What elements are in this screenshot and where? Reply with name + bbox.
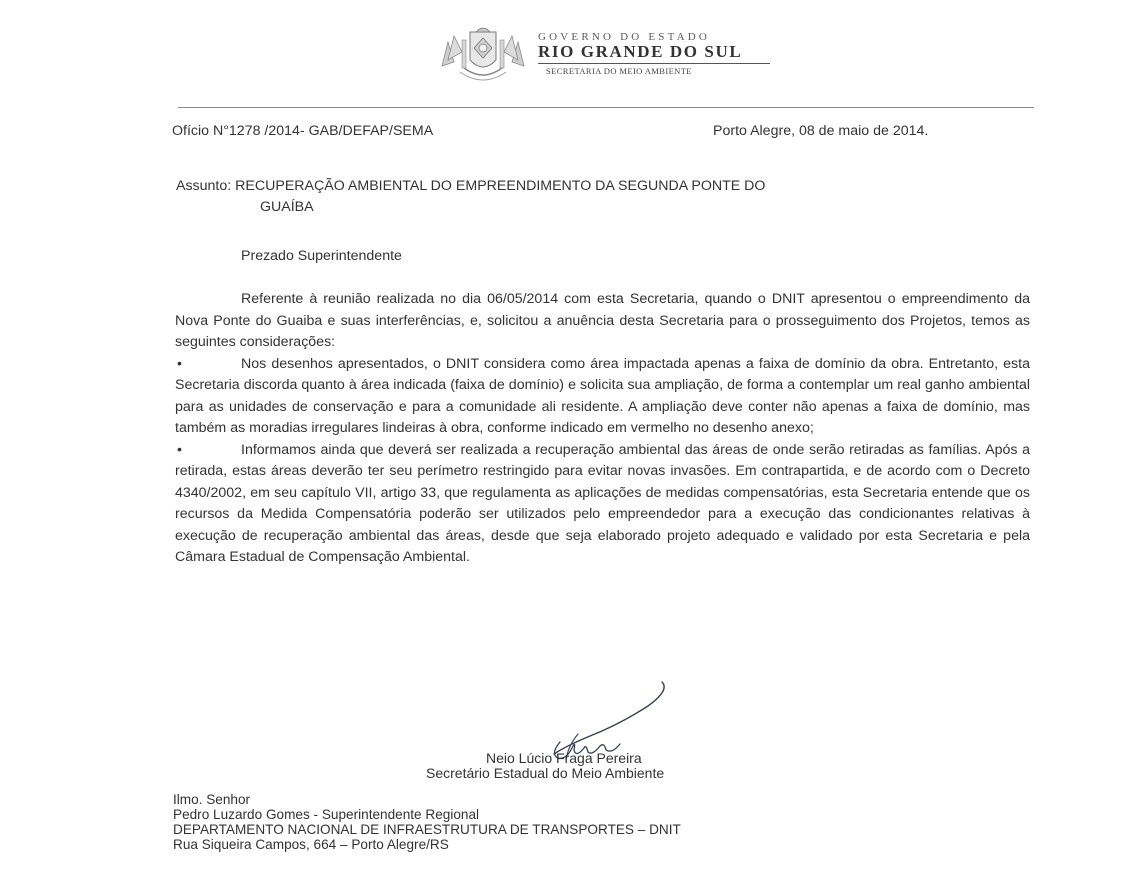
government-header xyxy=(538,31,778,77)
header-divider xyxy=(178,107,1034,108)
bullet-item-2 xyxy=(175,440,1030,569)
addressee-address: Rua Siqueira Campos, 664 – Porto Alegre/RS xyxy=(173,837,449,852)
body-paragraph: Referente à reunião realizada no dia 06/05/2014 com esta Secretaria, quando o DNIT apresentou o empreendimento da Nova Ponte do Guaiba e suas interferências, e, solicitou a anuência desta Secretaria para o prosseguimento dos Projetos, temos as seguintes considerações: xyxy=(175,291,1030,350)
addressee-block xyxy=(173,792,681,852)
letterhead xyxy=(440,22,780,88)
subject-label: Assunto: xyxy=(176,178,232,194)
department-name: SECRETARIA DO MEIO AMBIENTE xyxy=(546,66,692,76)
subject xyxy=(176,176,1036,218)
bullet-marker: • xyxy=(177,441,182,458)
letter-body xyxy=(175,289,1030,569)
bullet-item-1 xyxy=(175,354,1030,440)
coat-of-arms-icon xyxy=(440,22,526,88)
signer-name: Neio Lúcio Fraga Pereira xyxy=(486,750,642,766)
letterhead-divider xyxy=(538,63,770,64)
bullet-text-1: Nos desenhos apresentados, o DNIT considera como área impactada apenas a faixa de domínio da obra. Entretanto, esta Secretaria discorda quanto à área indicada (faixa de domínio) e solicita sua ampliação, de forma a contemplar um real ganho ambiental para as unidades de conservação e para a comunidade ali residente. A ampliação deve conter não apenas a faixa de domínio, mas também as moradias irregulares lindeiras à obra, conforme indicado em vermelho no desenho anexo; xyxy=(175,355,1030,436)
subject-text-line-2: GUAÍBA xyxy=(260,199,314,215)
state-name: RIO GRANDE DO SUL xyxy=(538,42,743,61)
addressee-name: Pedro Luzardo Gomes - Superintendente Regional xyxy=(173,807,480,822)
addressee-organization: DEPARTAMENTO NACIONAL DE INFRAESTRUTURA DE TRANSPORTES – DNIT xyxy=(173,822,681,837)
signer-role: Secretário Estadual do Meio Ambiente xyxy=(426,765,665,781)
addressee-salutation: Ilmo. Senhor xyxy=(173,792,251,807)
document-number: Ofício N°1278 /2014- GAB/DEFAP/SEMA xyxy=(172,123,434,139)
subject-text-line-1: RECUPERAÇÃO AMBIENTAL DO EMPREENDIMENTO DA SEGUNDA PONTE DO xyxy=(235,178,766,194)
place-and-date: Porto Alegre, 08 de maio de 2014. xyxy=(713,123,929,139)
government-line: GOVERNO DO ESTADO xyxy=(538,31,711,43)
salutation: Prezado Superintendente xyxy=(241,248,402,264)
bullet-text-2: Informamos ainda que deverá ser realizada a recuperação ambiental das áreas de onde serão retiradas as famílias. Após a retirada, estas áreas deverão ter seu perímetro restringido para evitar novas invasões. Em contrapartida, e de acordo com o Decreto 4340/2002, em seu capítulo VII, artigo 33, que regulamenta as aplicações de medidas compensatórias, esta Secretaria entende que os recursos da Medida Compensatória poderão ser utilizados pelo empreendedor para a execução das condicionantes relativas à execução de recuperação ambiental das áreas, desde que seja elaborado projeto adequado e validado por esta Secretaria e pela Câmara Estadual de Compensação Ambiental. xyxy=(175,441,1030,565)
bullet-marker: • xyxy=(177,355,182,372)
